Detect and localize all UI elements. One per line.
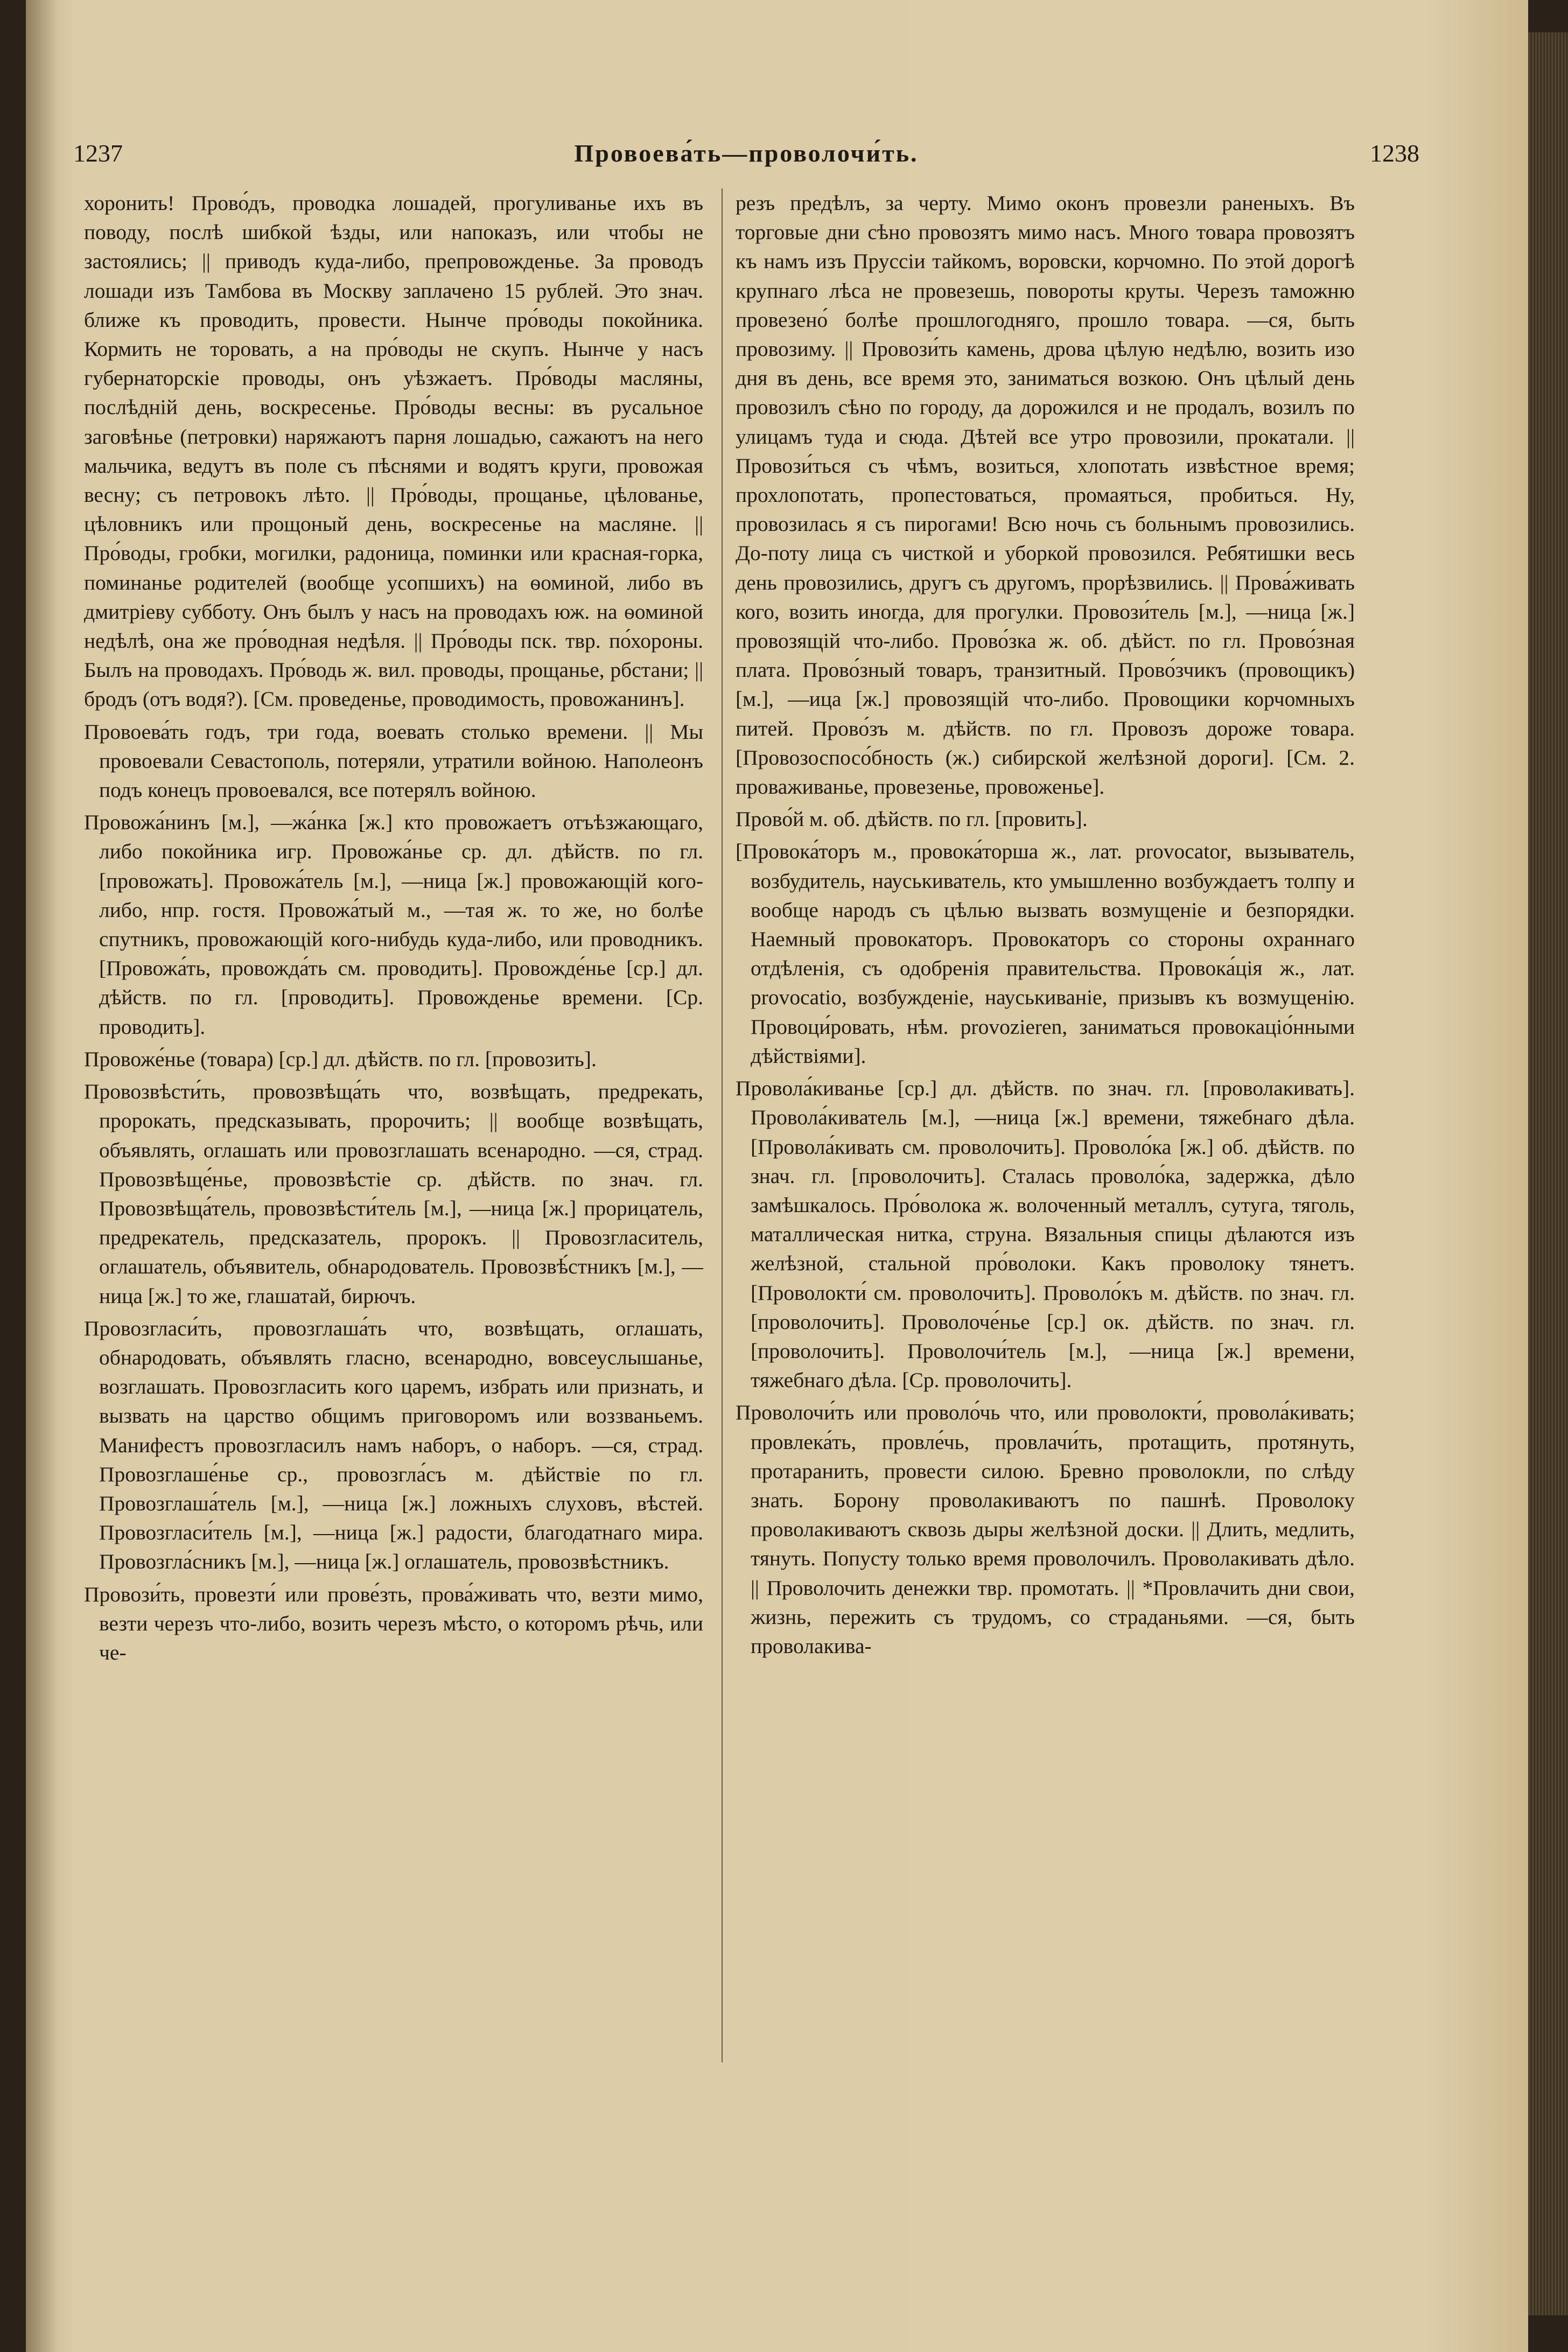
dictionary-entry: Провозвѣсти́ть, провозвѣща́ть что, возвѣщать, предрекать, пророкать, предсказывать, пророчить; || вообще возвѣщать, объявлять, оглашать или провозглашать всенародно. —ся, страд. Провозвѣще́нье, провозвѣстіе ср. дѣйств. по знач. гл. Провозвѣща́тель, провозвѣсти́тель [м.], —ница [ж.] прорицатель, предрекатель, предсказатель, пророкъ. || Провозгласитель, оглашатель, объявитель, обнародователь. Провозвѣ́стникъ [м.], —ница [ж.] то же, глашатай, бирючъ. xyxy=(84,1080,703,1308)
right-column xyxy=(736,188,1355,2095)
running-title: Провоева́ть—проволочи́ть. xyxy=(574,139,919,167)
dictionary-entry: Провожа́нинъ [м.], —жа́нка [ж.] кто провожаетъ отъѣзжающаго, либо покойника игр. Провожа́нье ср. дл. дѣйств. по гл. [провожать]. Провожа́тель [м.], —ница [ж.] провожающій кого-либо, нпр. гостя. Провожа́тый м., —тая ж. то же, но болѣе спутникъ, провожающій кого-нибудь куда-либо, или проводникъ. [Провожа́ть, провожда́ть см. проводить]. Провожде́нье [ср.] дл. дѣйств. по гл. [проводить]. Провожденье времени. [Ср. проводить]. xyxy=(84,810,703,1039)
dictionary-entry: [Провока́торъ м., провока́торша ж., лат. provocator, вызыватель, возбудитель, науськиватель, кто умышленно возбуждаетъ толпу и вообще народъ съ цѣлью вызвать возмущеніе и безпорядки. Наемный провокаторъ. Провокаторъ со стороны охраннаго отдѣленія, съ одобренія правительства. Провока́ція ж., лат. provocatio, возбужденіе, науськиваніе, призывъ къ возмущенію. Провоци́ровать, нѣм. provozieren, заниматься провокаціо́нными дѣйствіями]. xyxy=(736,839,1355,1068)
column-divider xyxy=(722,188,723,2062)
page-number-right: 1238 xyxy=(1370,139,1419,167)
dictionary-entry: Провозгласи́ть, провозглаша́ть что, возвѣщать, оглашать, обнародовать, объявлять гласно, всенародно, вовсеуслышанье, возглашать. Провозгласить кого царемъ, избрать или признать, и вызвать на царство общимъ приговоромъ или воззваньемъ. Манифестъ провозгласилъ намъ наборъ, о наборъ. —ся, страд. Провозглаше́нье ср., провозгла́съ м. дѣйствіе по гл. Провозглаша́тель [м.], —ница [ж.] ложныхъ слуховъ, вѣстей. Провозгласи́тель [м.], —ница [ж.] радости, благодатнаго мира. Провозгла́сникъ [м.], —ница [ж.] оглашатель, провозвѣстникъ. xyxy=(84,1316,703,1574)
page-number-left: 1237 xyxy=(73,139,123,167)
dictionary-entry: Проволочи́ть или проволо́чь что, или проволокти́, провола́кивать; провлека́ть, провле́чь, провлачи́ть, протащить, протянуть, протаранить, провести силою. Бревно проволокли, по слѣду знать. Борону проволакиваютъ по пашнѣ. Проволоку проволакиваютъ сквозь дыры желѣзной доски. || Длить, медлить, тянуть. Попусту только время проволочилъ. Проволакивать дѣло. || Проволочить денежки твр. промотать. || *Провлачить дни свои, жизнь, пережить съ трудомъ, со страданьями. —ся, быть проволакива- xyxy=(736,1401,1355,1658)
dictionary-entry: Провоже́нье (товара) [ср.] дл. дѣйств. по гл. [провозить]. xyxy=(84,1047,597,1071)
binding-shadow xyxy=(26,0,58,2352)
dictionary-entry: Провоева́ть годъ, три года, воевать столько времени. || Мы провоевали Севастополь, потеряли, утратили войною. Наполеонъ подъ конецъ провоевался, все потерялъ войною. xyxy=(84,719,703,802)
dictionary-entry: Прово́й м. об. дѣйств. по гл. [провить]. xyxy=(736,807,1088,831)
book-page-edges xyxy=(1528,32,1568,2315)
dictionary-entry: хоронить! Прово́дъ, проводка лошадей, прогуливанье ихъ въ поводу, послѣ шибкой ѣзды, или напоказъ, или чтобы не застоялись; || приводъ куда-либо, препровожденье. За проводъ лошади изъ Тамбова въ Москву заплачено 15 рублей. Это знач. ближе къ проводить, провести. Нынче про́воды покойника. Кормить не торовать, а на про́воды не скупъ. Нынче у насъ губернаторскіе проводы, онъ уѣзжаетъ. Про́воды масляны, послѣдній день, воскресенье. Про́воды весны: въ русальное заговѣнье (петровки) наряжаютъ парня лошадью, сажаютъ на него мальчика, ведутъ въ поле съ пѣснями и водятъ круги, провожая весну; съ петровокъ лѣто. || Про́воды, прощанье, цѣлованье, цѣловникъ или прощоный день, воскресенье на масляне. || Про́воды, гробки, могилки, радоница, поминки или красная-горка, поминанье родителей (вообще усопшихъ) на ѳоминой, либо въ дмитріеву субботу. Онъ былъ у насъ на проводахъ юж. на ѳоминой недѣлѣ, она же про́водная недѣля. || Про́воды пск. твр. по́хороны. Былъ на проводахъ. Про́водь ж. вил. проводы, прощанье, рбстани; || бродъ (отъ водя?). [См. проведенье, проводимость, провожанинъ]. xyxy=(84,191,703,711)
dictionary-entry: резъ предѣлъ, за черту. Мимо оконъ провезли раненыхъ. Въ торговые дни сѣно провозятъ мимо насъ. Много товара провозятъ къ намъ изъ Пруссіи тайкомъ, воровски, корчомно. По этой дорогѣ крупнаго лѣса не провезешь, повороты круты. Черезъ таможню провезено́ болѣе прошлогодняго, прошло товара. —ся, быть провозиму. || Провози́ть камень, дрова цѣлую недѣлю, возить изо дня въ день, все время это, заниматься возкою. Онъ цѣлый день провозилъ сѣно по городу, да дорожился и не продалъ, возилъ по улицамъ туда и сюда. Дѣтей все утро провозили, прокатали. || Провози́ться съ чѣмъ, возиться, хлопотать извѣстное время; прохлопотать, пропестоваться, промаяться, пробиться. Ну, провозилась я съ пирогами! Всю ночь съ больнымъ провозились. До-поту лица съ чисткой и уборкой провозился. Ребятишки весь день провозились, другъ съ другомъ, прорѣзвились. || Прова́живать кого, возить иногда, для прогулки. Провози́тель [м.], —ница [ж.] провозящій что-либо. Прово́зка ж. об. дѣйст. по гл. Прово́зная плата. Прово́зный товаръ, транзитный. Прово́зчикъ (провощикъ) [м.], —ица [ж.] провозящій что-либо. Провощики корчомныхъ питей. Прово́зъ м. дѣйств. по гл. Провозъ дороже товара. [Провозоспосо́бность (ж.) сибирской желѣзной дороги]. [См. 2. проваживанье, провезенье, провоженье]. xyxy=(736,191,1355,799)
dictionary-entry: Провола́киванье [ср.] дл. дѣйств. по знач. гл. [проволакивать]. Провола́киватель [м.], —ница [ж.] времени, тяжебнаго дѣла. [Провола́кивать см. проволочить]. Проволо́ка [ж.] об. дѣйств. по знач. гл. [проволочить]. Сталась проволо́ка, задержка, дѣло замѣшкалось. Про́волока ж. волоченный металлъ, сутуга, тяголь, маталлическая нитка, струна. Вязальныя спицы дѣлаются изъ желѣзной, стальной про́волоки. Какъ проволоку тянетъ. [Проволокти́ см. проволочить]. Проволо́къ м. дѣйств. по знач. гл. [проволочить]. Проволоче́нье [ср.] ок. дѣйств. по знач. гл. [проволочить]. Проволочи́тель [м.], —ница [ж.] времени, тяжебнаго дѣла. [Ср. проволочить]. xyxy=(736,1076,1355,1392)
page-header xyxy=(73,139,1419,177)
dictionary-entry: Провози́ть, провезти́ или прове́зть, прова́живать что, везти мимо, везти черезъ что-либо, возить черезъ мѣсто, о которомъ рѣчь, или че- xyxy=(84,1582,703,1664)
left-column xyxy=(84,188,703,2095)
